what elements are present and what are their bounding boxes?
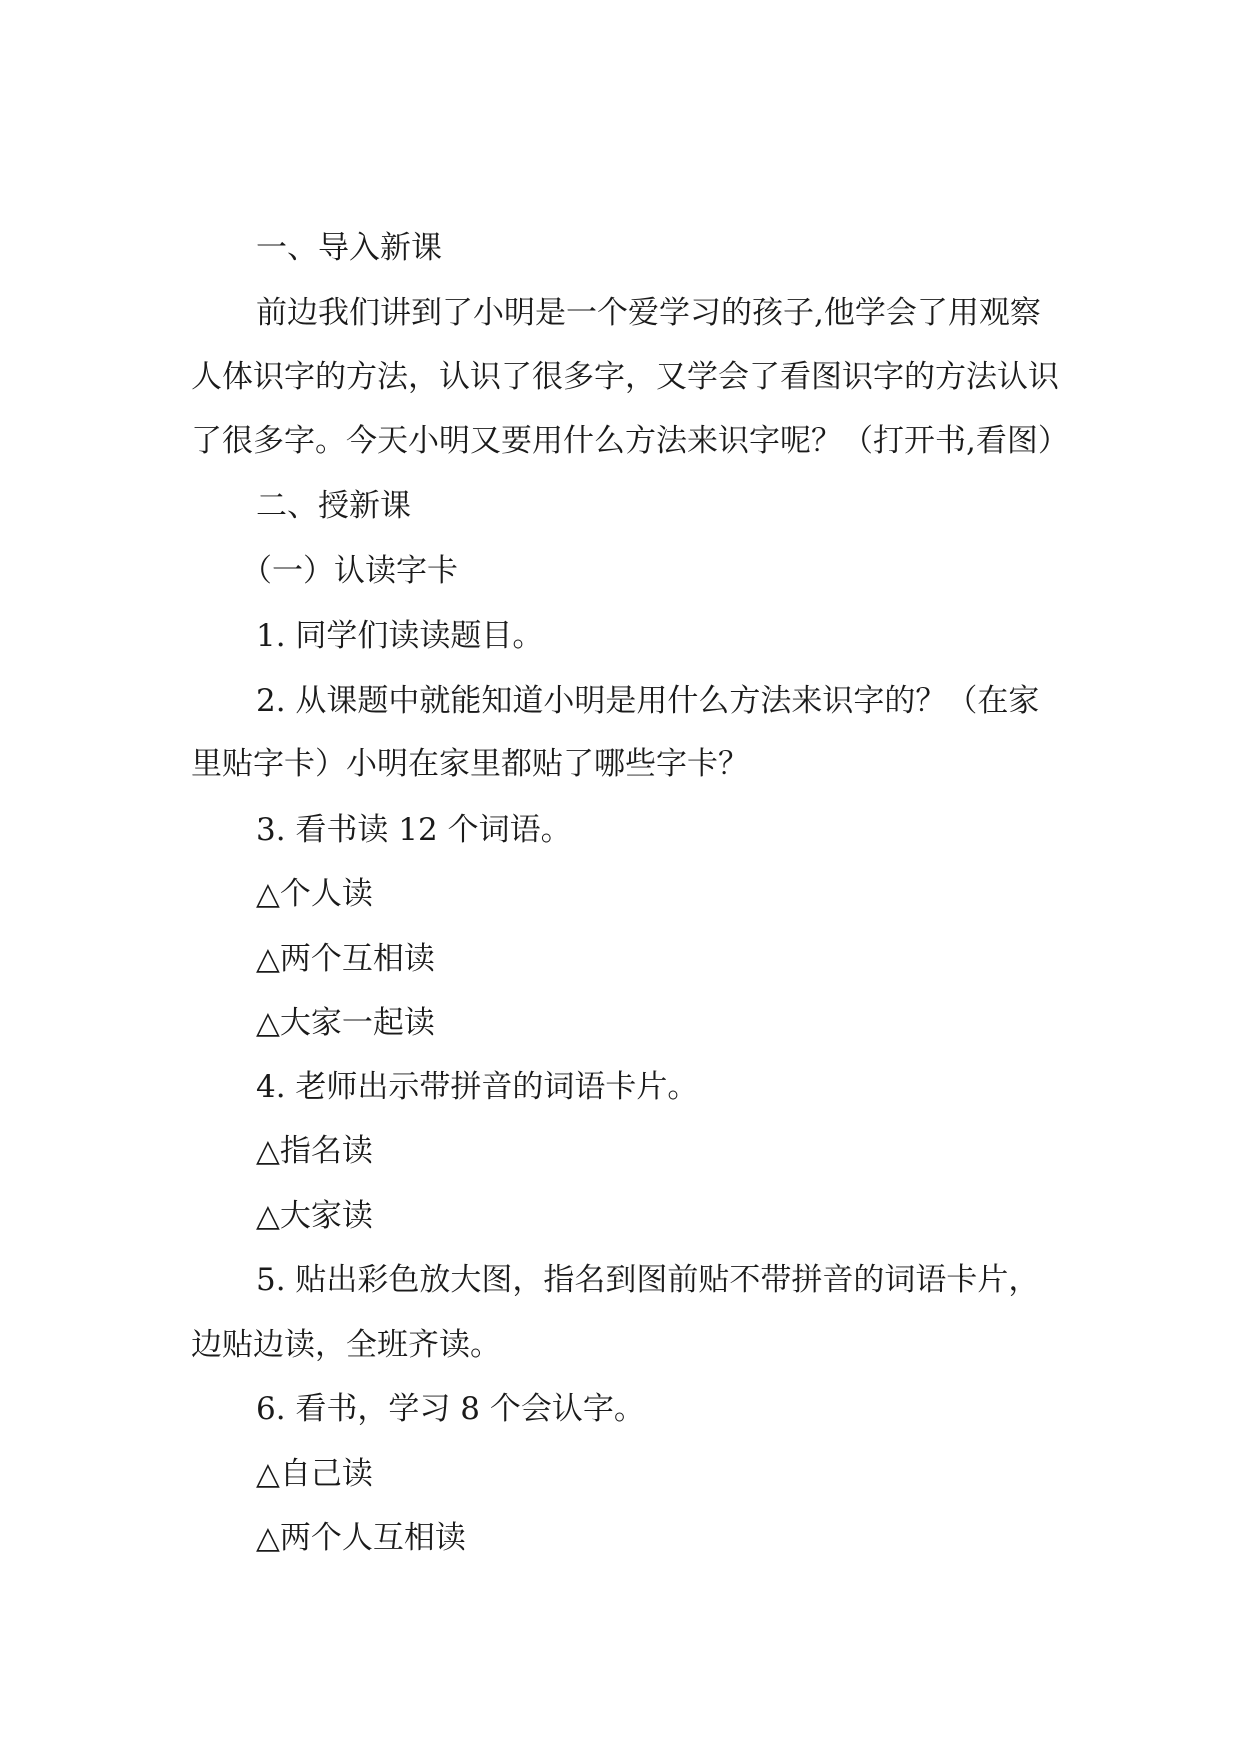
list-item: 2. 从课题中就能知道小明是用什么方法来识字的？（在家 bbox=[256, 683, 1040, 719]
list-item-continuation: 边贴边读，全班齐读。 bbox=[191, 1327, 501, 1363]
list-item: 4. 老师出示带拼音的词语卡片。 bbox=[256, 1069, 699, 1105]
subsection-heading: （一）认读字卡 bbox=[241, 553, 458, 589]
paragraph-line: 人体识字的方法，认识了很多字，又学会了看图识字的方法认识 bbox=[191, 359, 1059, 395]
list-item: 6. 看书，学习 8 个会认字。 bbox=[256, 1391, 645, 1427]
list-item: 5. 贴出彩色放大图，指名到图前贴不带拼音的词语卡片， bbox=[256, 1262, 1040, 1298]
list-item-continuation: 里贴字卡）小明在家里都贴了哪些字卡？ bbox=[191, 746, 749, 782]
bullet-item: △自己读 bbox=[256, 1456, 373, 1492]
list-item: 1. 同学们读读题目。 bbox=[256, 618, 544, 654]
bullet-item: △个人读 bbox=[256, 876, 373, 912]
bullet-item: △两个人互相读 bbox=[256, 1520, 466, 1556]
section-heading-new-lesson: 二、授新课 bbox=[256, 488, 411, 524]
bullet-item: △两个互相读 bbox=[256, 941, 435, 977]
bullet-item: △大家一起读 bbox=[256, 1005, 435, 1041]
section-heading-intro: 一、导入新课 bbox=[256, 230, 442, 266]
paragraph-line: 了很多字。今天小明又要用什么方法来识字呢？（打开书,看图） bbox=[191, 423, 1069, 459]
bullet-item: △指名读 bbox=[256, 1133, 373, 1169]
bullet-item: △大家读 bbox=[256, 1198, 373, 1234]
paragraph-line: 前边我们讲到了小明是一个爱学习的孩子,他学会了用观察 bbox=[256, 295, 1041, 331]
list-item: 3. 看书读 12 个词语。 bbox=[256, 812, 572, 848]
